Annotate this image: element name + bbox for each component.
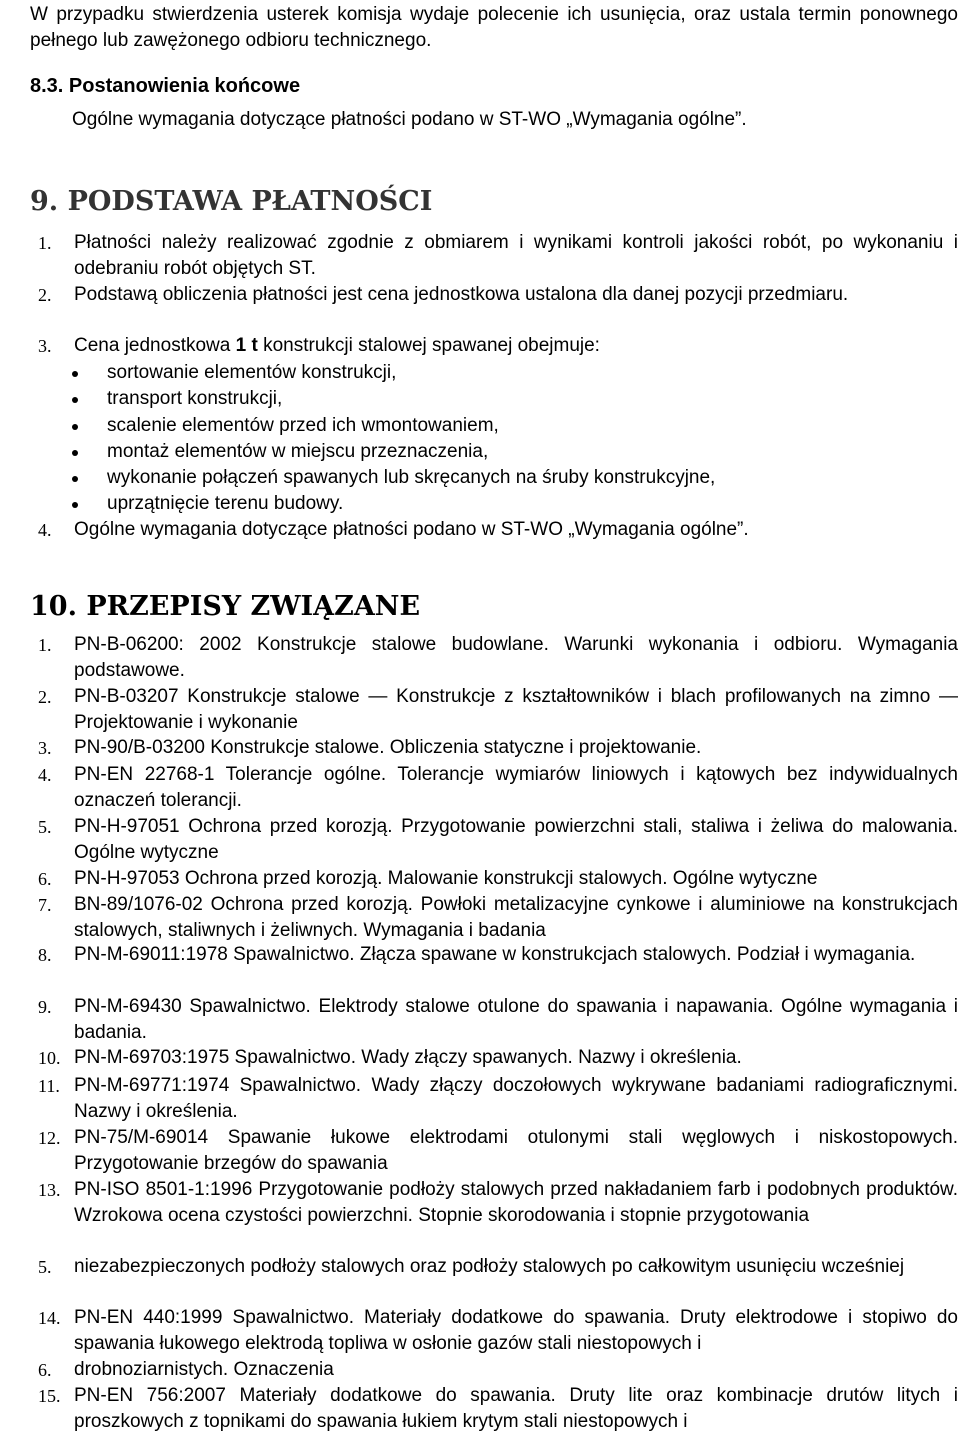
regulation-item: [30, 735, 958, 761]
payment-item-1: [30, 230, 958, 282]
item-text-end: konstrukcji stalowej spawanej obejmuje:: [257, 335, 600, 356]
item-text: PN-EN 22768-1 Tolerancje ogólne. Tolerancje wymiarów liniowych i kątowych bez indywidualnych oznaczeń tolerancji.: [74, 764, 958, 811]
regulation-item: [30, 814, 958, 866]
item-number: 5.: [38, 817, 52, 837]
item-number: 2.: [38, 687, 52, 707]
item-number: 14.: [38, 1308, 61, 1328]
bullet-item: [72, 413, 952, 439]
item-text: PN-M-69703:1975 Spawalnictwo. Wady złączy spawanych. Nazwy i określenia.: [74, 1047, 742, 1068]
item-text: [74, 333, 958, 359]
regulation-item: [30, 866, 958, 892]
regulation-item: [30, 1177, 958, 1229]
item-number: 1.: [38, 233, 52, 253]
item-number: 5.: [38, 1257, 52, 1277]
item-text: Ogólne wymagania dotyczące płatności podano w ST-WO „Wymagania ogólne”.: [74, 519, 749, 540]
bullet-text: transport konstrukcji,: [107, 388, 283, 409]
bullet-text: montaż elementów w miejscu przeznaczenia,: [107, 441, 489, 462]
bullet-dot: [72, 502, 78, 508]
regulation-item: [30, 1045, 958, 1071]
item-text: Podstawą obliczenia płatności jest cena jednostkowa ustalona dla danej pozycji przedmiaru.: [74, 284, 849, 305]
regulation-item: [30, 1357, 958, 1383]
item-number: 10.: [38, 1048, 61, 1068]
item-number: 15.: [38, 1386, 61, 1406]
intro-paragraph: W przypadku stwierdzenia usterek komisja wydaje polecenie ich usunięcia, oraz ustala termin ponownego pełnego lub zawężonego odbioru technicznego.: [30, 4, 958, 51]
item-text: PN-B-06200: 2002 Konstrukcje stalowe budowlane. Warunki wykonania i odbioru. Wymagania podstawowe.: [74, 634, 958, 681]
regulation-item: [30, 762, 958, 814]
item-text: PN-H-97053 Ochrona przed korozją. Malowanie konstrukcji stalowych. Ogólne wytyczne: [74, 868, 818, 889]
item-number: 9.: [38, 997, 52, 1017]
item-text: drobnoziarnistych. Oznaczenia: [74, 1359, 334, 1380]
section-8-3-heading: 8.3. Postanowienia końcowe: [30, 75, 301, 97]
bullet-item: [72, 386, 952, 412]
regulation-item: [30, 1073, 958, 1125]
bullet-text: scalenie elementów przed ich wmontowaniem,: [107, 415, 499, 436]
bullet-dot: [72, 424, 78, 430]
bullet-dot: [72, 371, 78, 377]
item-text: PN-EN 440:1999 Spawalnictwo. Materiały dodatkowe do spawania. Druty elektrodowe i stopiwo do spawania łukowego elektrodą topliwa w osłonie gazów stali niestopowych i: [74, 1307, 958, 1354]
regulation-item: [30, 892, 958, 944]
item-text: PN-M-69430 Spawalnictwo. Elektrody stalowe otulone do spawania i napawania. Ogólne wymagania i badania.: [74, 996, 958, 1043]
bullet-item: [72, 491, 952, 517]
regulation-item: [30, 1125, 958, 1177]
item-number: 6.: [38, 1360, 52, 1380]
item-text: PN-M-69011:1978 Spawalnictwo. Złącza spawane w konstrukcjach stalowych. Podział i wymagania.: [74, 944, 916, 965]
item-number: 8.: [38, 945, 52, 965]
item-number: 3.: [38, 336, 52, 356]
item-text-bold: 1 t: [235, 335, 258, 356]
bullet-item: [72, 465, 952, 491]
item-number: 6.: [38, 869, 52, 889]
item-number: 1.: [38, 635, 52, 655]
item-text: PN-ISO 8501-1:1996 Przygotowanie podłoży stalowych przed nakładaniem farb i podobnych produktów. Wzrokowa ocena czystości powierzchni. Stopnie skorodowania i stopnie przygotowania: [74, 1179, 958, 1226]
bullet-item: [72, 360, 952, 386]
regulation-item: [30, 1254, 958, 1280]
regulation-item: [30, 994, 958, 1046]
item-number: 2.: [38, 285, 52, 305]
bullet-text: wykonanie połączeń spawanych lub skręcanych na śruby konstrukcyjne,: [107, 467, 716, 488]
item-number: 4.: [38, 520, 52, 540]
item-text: PN-75/M-69014 Spawanie łukowe elektrodami otulonymi stali węglowych i niskostopowych. Przygotowanie brzegów do spawania: [74, 1127, 958, 1174]
item-text: Płatności należy realizować zgodnie z obmiarem i wynikami kontroli jakości robót, po wykonaniu i odebraniu robót objętych ST.: [74, 232, 958, 279]
item-number: 4.: [38, 765, 52, 785]
payment-item-3: [30, 333, 958, 359]
bullet-dot: [72, 476, 78, 482]
item-text: PN-90/B-03200 Konstrukcje stalowe. Obliczenia statyczne i projektowanie.: [74, 737, 702, 758]
item-number: 7.: [38, 895, 52, 915]
item-text: BN-89/1076-02 Ochrona przed korozją. Powłoki metalizacyjne cynkowe i aluminiowe na konstrukcjach stalowych, staliwnych i żeliwnych. Wymagania i badania: [74, 894, 958, 941]
regulation-item: [30, 942, 958, 968]
bullet-dot: [72, 450, 78, 456]
item-text: PN-M-69771:1974 Spawalnictwo. Wady złączy doczołowych wykrywane badaniami radiograficznymi. Nazwy i określenia.: [74, 1075, 958, 1122]
item-number: 3.: [38, 738, 52, 758]
regulation-item: [30, 1383, 958, 1435]
payment-item-4: [30, 517, 958, 543]
bullet-text: sortowanie elementów konstrukcji,: [107, 362, 397, 383]
section-10-heading: 10. PRZEPISY ZWIĄZANE: [30, 591, 421, 622]
item-text: PN-EN 756:2007 Materiały dodatkowe do spawania. Druty lite oraz kombinacje drutów litych i proszkowych z topnikami do spawania łukiem krytym stali niestopowych i: [74, 1385, 958, 1432]
payment-item-2: [30, 282, 958, 308]
regulation-item: [30, 684, 958, 736]
item-number: 11.: [38, 1076, 60, 1096]
bullet-dot: [72, 397, 78, 403]
item-text: niezabezpieczonych podłoży stalowych oraz podłoży stalowych po całkowitym usunięciu wcześniej: [74, 1256, 905, 1277]
bullet-item: [72, 439, 952, 465]
item-text-start: Cena jednostkowa: [74, 335, 236, 356]
item-text: PN-B-03207 Konstrukcje stalowe — Konstrukcje z kształtowników i blach profilowanych na zimno — Projektowanie i wykonanie: [74, 686, 958, 733]
section-8-3-text: Ogólne wymagania dotyczące płatności podano w ST-WO „Wymagania ogólne”.: [72, 109, 747, 130]
bullet-text: uprzątnięcie terenu budowy.: [107, 493, 344, 514]
item-number: 13.: [38, 1180, 61, 1200]
section-9-heading: 9. PODSTAWA PŁATNOŚCI: [30, 186, 433, 217]
regulation-item: [30, 1305, 958, 1357]
item-number: 12.: [38, 1128, 61, 1148]
item-text: PN-H-97051 Ochrona przed korozją. Przygotowanie powierzchni stali, staliwa i żeliwa do malowania. Ogólne wytyczne: [74, 816, 958, 863]
regulation-item: [30, 632, 958, 684]
